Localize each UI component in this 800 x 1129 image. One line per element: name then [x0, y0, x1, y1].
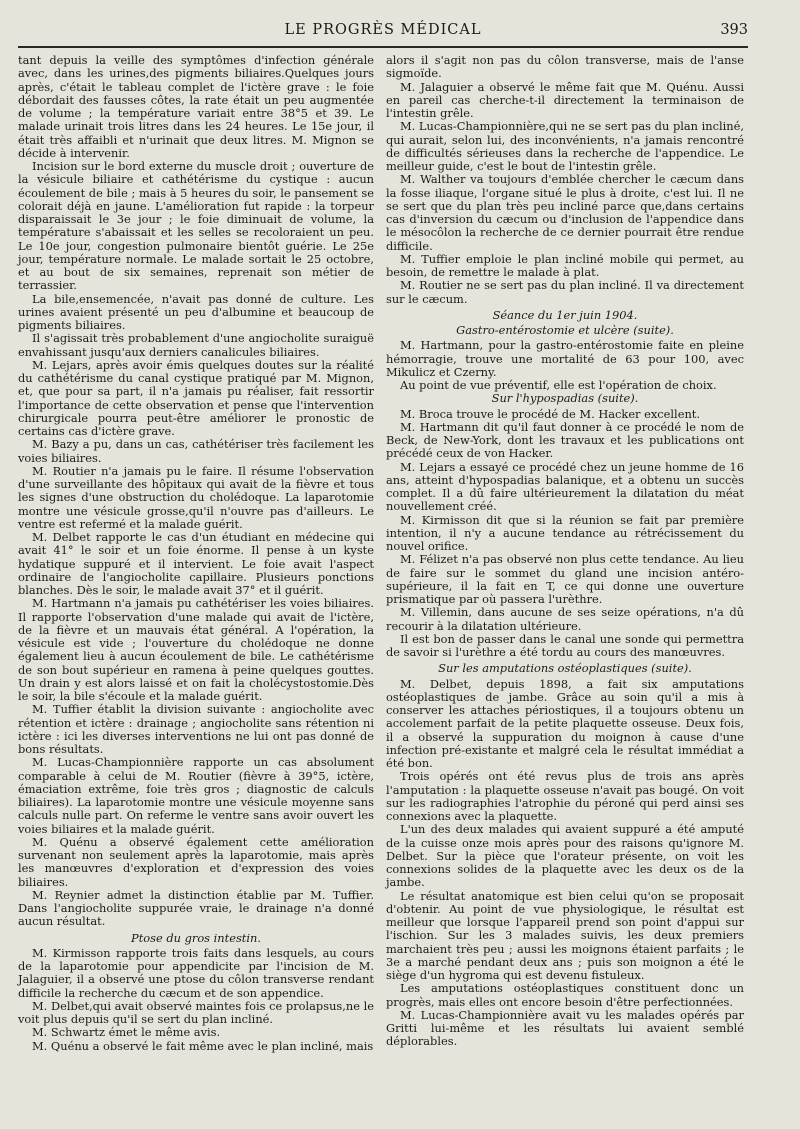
paragraph: M. Broca trouve le procédé de M. Hacker excellent.	[400, 406, 700, 421]
paragraph: M. Bazy a pu, dans un cas, cathétériser très facilement les voies biliaires.	[18, 437, 374, 465]
paragraph: La bile,ensemencée, n'avait pas donné de culture. Les urines avaient présenté un peu d'albumine et beaucoup de pigments biliaires.	[18, 291, 374, 332]
paragraph: M. Lejars, après avoir émis quelques doutes sur la réalité du cathétérisme du canal cystique pratiqué par M. Mignon, et, que pour sa part, il n'a jamais pu réaliser, fait ressortir l'importance de cette observation et pense que l'intervention chirurgicale pourra peut-être améliorer le pronostic de certains cas d'ictère grave.	[18, 357, 374, 438]
paragraph: M. Hartmann n'a jamais pu cathétériser les voies biliaires. Il rapporte l'observation d'une malade qui avait de l'ictère, de la fièvre et un mauvais état général. A l'opération, la vésicule est vide ; l'ouverture du cholédoque ne donne également lieu à aucun écoulement de bile. Le cathétérisme de son bout supérieur en ramena à peine quelques gouttes. Un drain y est alors laissé et on fait la cholécystostomie.Dès le soir, la bile s'écoule et la malade guérit.	[18, 596, 374, 703]
journal-title: LE PROGRÈS MÉDICAL	[284, 22, 482, 38]
paragraph: M. Delbet,qui avait observé maintes fois ce prolapsus,ne le voit plus depuis qu'il se sert du plan incliné.	[18, 998, 374, 1026]
paragraph: M. Routier n'a jamais pu le faire. Il résume l'observation d'une surveillante des hôpitaux qui avait de la fièvre et tous les signes d'une obstruction du cholédoque. La laparotomie montre une vésicule grosse,qu'il n'ouvre pas d'ailleurs. Le ventre est refermé et la malade guérit.	[18, 463, 374, 531]
paragraph: Le résultat anatomique est bien celui qu'on se proposait d'obtenir. Au point de vue physiologique, le résultat est meilleur que lorsque l'appareil prend son point d'appui sur l'ischion. Sur les 3 malades suivis, les deux premiers marchaient très peu ; aussi les moignons étaient parfaits ; le 3e a marché pendant deux ans ; puis son moignon a été le siège d'un hygroma qui est devenu fistuleux.	[386, 888, 744, 982]
section-subheading: Sur l'hypospadias (suite).	[491, 391, 639, 406]
paragraph: tant depuis la veille des symptômes d'infection générale avec, dans les urines,des pigments biliaires.Quelques jours après, c'était le tableau complet de l'ictère grave : le foie débordait des fausses côtes, la rate était un peu augmentée de volume ; la température variait entre 38°5 et 39. Le malade urinait trois litres dans les 24 heures. Le 15e jour, il était très affaibli et n'urinait que deux litres. M. Mignon se décide à intervenir.	[18, 53, 374, 160]
paragraph: Au point de vue préventif, elle est l'opération de choix.	[400, 378, 717, 392]
paragraph: Il s'agissait très probablement d'une angiocholite suraiguë envahissant jusqu'aux derniers canalicules biliaires.	[18, 331, 374, 359]
paragraph: M. Hartmann, pour la gastro-entérostomie faite en pleine hémorragie, trouve une mortalité de 63 pour 100, avec Mikulicz et Czerny.	[386, 338, 744, 379]
paragraph: M. Quénu a observé le fait même avec le plan incliné, mais	[32, 1038, 374, 1053]
paragraph: M. Félizet n'a pas observé non plus cette tendance. Au lieu de faire sur le sommet du gland une incision antéro-supérieure, il la fait en T, ce qui donne une ouverture prismatique par où passera l'urèthre.	[386, 552, 744, 606]
paragraph: M. Routier ne se sert pas du plan incliné. Il va directement sur le cæcum.	[386, 278, 744, 306]
page-number: 393	[720, 22, 748, 38]
section-heading: Séance du 1er juin 1904.	[492, 307, 638, 322]
paragraph: M. Kirmisson dit que si la réunion se fait par première intention, il n'y a aucune tendance au rétrécissement du nouvel orifice.	[386, 512, 744, 553]
right-column	[386, 54, 744, 1049]
paragraph: M. Lucas-Championnière,qui ne se sert pas du plan incliné, qui aurait, selon lui, des inconvénients, n'a jamais rencontré de difficultés sérieuses dans la recherche de l'appendice. Le meilleur guide, c'est le bout de l'intestin grêle.	[386, 119, 744, 173]
paragraph: M. Villemin, dans aucune de ses seize opérations, n'a dû recourir à la dilatation ultérieure.	[386, 605, 744, 633]
paragraph: M. Lucas-Championnière avait vu les malades opérés par Gritti lui-même et les résultats lui avaient semblé déplorables.	[386, 1007, 744, 1049]
paragraph: M. Walther va toujours d'emblée chercher le cæcum dans la fosse iliaque, l'organe situé le plus à droite, c'est lui. Il ne se sert que du plan très peu incliné parce que,dans certains cas d'inversion du cæcum ou d'inclusion de l'appendice dans le mésocôlon la recherche de ce dernier pourrait être rendue difficile.	[386, 172, 744, 253]
page-header	[18, 14, 748, 48]
paragraph: Trois opérés ont été revus plus de trois ans après l'amputation : la plaquette osseuse n'avait pas bougé. On voit sur les radiographies l'atrophie du péroné qui perd ainsi ses connexions avec la plaquette.	[386, 769, 744, 823]
paragraph: L'un des deux malades qui avaient suppuré a été amputé de la cuisse onze mois après pour des raisons qu'ignore M. Delbet. Sur la pièce que l'orateur présente, on voit les connexions solides de la plaquette avec les deux os de la jambe.	[386, 822, 744, 890]
paragraph: M. Quénu a observé également cette amélioration survenant non seulement après la laparotomie, mais après les manœuvres d'exploration et d'expression des voies biliaires.	[18, 834, 374, 889]
paragraph: M. Delbet rapporte le cas d'un étudiant en médecine qui avait 41° le soir et un foie énorme. Il pense à un kyste hydatique suppuré et il intervient. Le foie avait l'aspect ordinaire de l'angiocholite capillaire. Plusieurs ponctions blanches. Dès le soir, le malade avait 37° et il guérit.	[18, 530, 374, 597]
paragraph: alors il s'agit non pas du côlon transverse, mais de l'anse sigmoïde.	[386, 53, 744, 81]
paragraph: M. Reynier admet la distinction établie par M. Tuffier. Dans l'angiocholite suppurée vraie, le drainage n'a donné aucun résultat.	[18, 887, 374, 929]
paragraph: M. Jalaguier a observé le même fait que M. Quénu. Aussi en pareil cas cherche-t-il directement la terminaison de l'intestin grêle.	[386, 79, 744, 120]
paragraph: M. Hartmann dit qu'il faut donner à ce procédé le nom de Beck, de New-York, dont les travaux et les publications ont précédé ceux de von Hacker.	[386, 419, 744, 461]
paragraph: M. Lejars a essayé ce procédé chez un jeune homme de 16 ans, atteint d'hypospadias balanique, et a obtenu un succès complet. Il a dû faire ultérieurement la dilatation du méat nouvellement créé.	[386, 459, 744, 514]
paragraph: Incision sur le bord externe du muscle droit ; ouverture de la vésicule biliaire et cathétérisme du cystique : aucun écoulement de bile ; mais à 5 heures du soir, le pansement se colorait déjà en jaune. L'amélioration fut rapide : la torpeur disparaissait le 3e jour ; le foie diminuait de volume, la température s'abaissait et les selles se recoloraient un peu. Le 10e jour, congestion pulmonaire bientôt guérie. Le 25e jour, température normale. Le malade sortait le 25 octobre, et au bout de six semaines, reprenait son métier de terrassier.	[18, 159, 374, 293]
paragraph: M. Delbet, depuis 1898, a fait six amputations ostéoplastiques de jambe. Grâce au soin qu'il a mis à conserver les attaches périostiques, il a toujours obtenu un accolement parfait de la petite plaquette osseuse. Deux fois, il a observé la suppuration du moignon à cause d'une infection pré-existante et malgré cela le résultat immédiat a été bon.	[386, 676, 744, 770]
paragraph: M. Tuffier emploie le plan incliné mobile qui permet, au besoin, de remettre le malade à plat.	[386, 251, 744, 279]
paragraph: M. Tuffier établit la division suivante : angiocholite avec rétention et ictère : drainage ; angiocholite sans rétention ni ictère : ici les diverses interventions ne lui ont pas donné de bons résultats.	[18, 702, 374, 756]
section-subheading: Gastro-entérostomie et ulcère (suite).	[456, 323, 674, 337]
paragraph: Les amputations ostéoplastiques constituent donc un progrès, mais elles ont encore besoin d'être perfectionnées.	[386, 981, 744, 1009]
paragraph: M. Schwartz émet le même avis.	[32, 1025, 221, 1040]
section-heading: Sur les amputations ostéoplastiques (suite).	[438, 661, 692, 676]
section-heading: Ptose du gros intestin.	[131, 930, 261, 945]
left-column	[18, 54, 374, 1053]
paragraph: M. Lucas-Championnière rapporte un cas absolument comparable à celui de M. Routier (fièvre à 39°5, ictère, émaciation extrême, foie très gros ; diagnostic de calculs biliaires). La laparotomie montre une vésicule moyenne sans calculs nulle part. On referme le ventre sans avoir ouvert les voies biliaires et la malade guérit.	[18, 755, 374, 836]
paragraph: Il est bon de passer dans le canal une sonde qui permettra de savoir si l'urèthre a été tordu au cours des manœuvres.	[386, 631, 744, 659]
paragraph: M. Kirmisson rapporte trois faits dans lesquels, au cours de la laparotomie pour appendicite par l'incision de M. Jalaguier, il a observé une ptose du côlon transverse rendant difficile la recherche du cæcum et de son appendice.	[18, 945, 374, 1000]
